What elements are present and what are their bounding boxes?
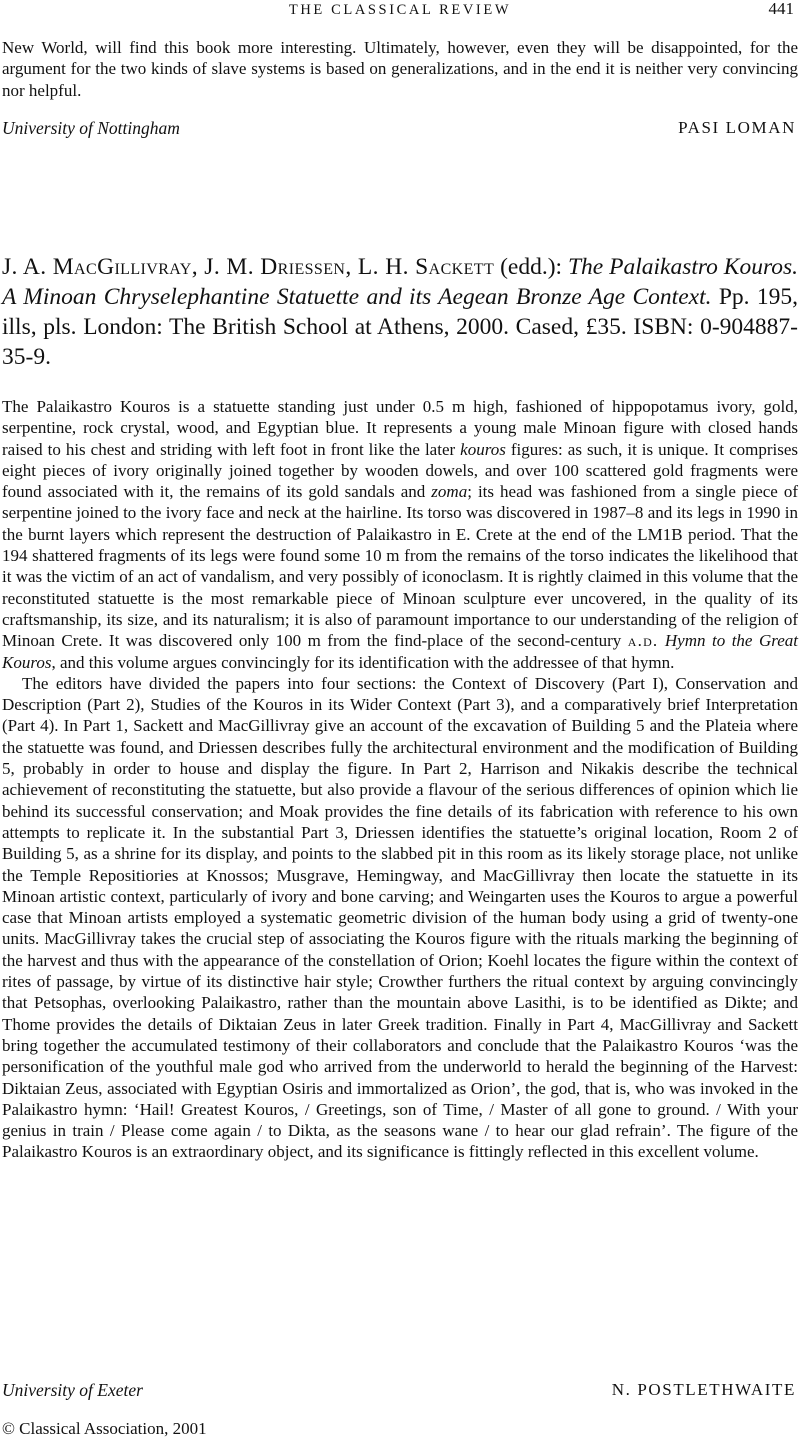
- reviewer-affiliation: University of Exeter: [2, 1380, 143, 1400]
- italic-term: zoma: [431, 482, 468, 502]
- editor-note: (edd.):: [500, 254, 563, 280]
- review-paragraph-2: The editors have divided the papers into four sections: the Context of Discovery (Part I), Conservation and Description (Part 2), Studies of the Kouros in its Wider Context (Part 3), and a comparatively brief Interpretation (Part 4). In Part 1, Sackett and MacGillivray give an account of the excavation of Building 5 and the Plateia where the statuette was found, and Driessen describes fully the architectural environment and the modification of Building 5, probably in order to house and display the figure. In Part 2, Harrison and Nikakis describe the technical achievement of reconstituting the statuette, but also provide a flavour of the serious differences of opinion which lie behind its successful conservation; and Moak provides the fine details of its fabrication with reference to his own attempts to replicate it. In the substantial Part 3, Driessen identifies the statuette’s original location, Room 2 of Building 5, as a shrine for its display, and points to the slabbed pit in this room as its likely storage place, not unlike the Temple Repositiories at Knossos; Musgrave, Hemingway, and MacGillivray then locate the statuette in its Minoan artistic context, particularly of ivory and bone carving; and Weingarten uses the Kouros to argue a powerful case that Minoan artists employed a systematic geometric division of the human body using a grid of twenty-one units. MacGillivray takes the crucial step of associating the Kouros figure with the rituals marking the beginning of the harvest and thus with the appearance of the constellation of Orion; Koehl locates the figure within the context of rites of passage, by virtue of its distinctive hair style; Crowther furthers the ritual context by arguing convincingly that Petsophas, overlooking Palaikastro, rather than the mountain above Lasithi, is to be identified as Dikte; and Thome provides the details of Diktaian Zeus in later Greek tradition. Finally in Part 4, MacGillivray and Sackett bring together the accumulated testimony of their collaborators and conclude that the Palaikastro Kouros ‘was the personification of the youthful male god who arrived from the underworld to herald the beginning of the Harvest: Diktaian Zeus, associated with Egyptian Osiris and immortalized as Orion’, the god, that is, who was invoked in the Palaikastro hymn: ‘Hail! Greatest Kouros, / Greetings, son of Time, / Master of all gone to ground. / With your genius in train / Please come again / to Dikta, as the seasons wane / to hear our glad refrain’. The figure of the Palaikastro Kouros is an extraordinary object, and its significance is fittingly reflected in this excellent volume.: [2, 673, 798, 1162]
- italic-term: kouros: [460, 439, 506, 459]
- previous-review-text: New World, will find this book more interesting. Ultimately, however, even they will be disappointed, for the argument for the two kinds of slave systems is based on generalizations, and in the end it is neither very convincing nor helpful.: [2, 38, 798, 100]
- hymn-title: Hymn to the Great Kouros: [2, 631, 798, 672]
- publication-details: Pp. 195, ills, pls. London: The British School at Athens, 2000. Cased, £35. ISBN: 0-904887-35-9.: [2, 284, 799, 370]
- previous-review-closing: [2, 37, 798, 101]
- paragraph-text: figures: as such, it is unique. It comprises eight pieces of ivory originally joined together by wooden dowels, and over 100 scattered gold fragments were found associated with it, the remains of its gold sandals and: [2, 439, 799, 502]
- running-head: [0, 0, 800, 26]
- paragraph-text: The Palaikastro Kouros is a statuette standing just under 0.5 m high, fashioned of hippopotamus ivory, gold, serpentine, rock crystal, wood, and Egyptian blue. It represents a young male Minoan figure with closed hands raised to his chest and striding with left foot in front like the later: [2, 397, 798, 459]
- copyright-notice: © Classical Association, 2001: [2, 1419, 207, 1438]
- book-title: The Palaikastro Kouros. A Minoan Chryselephantine Statuette and its Aegean Bronze Age Context.: [2, 254, 799, 310]
- book-authors: J. A. MacGillivray, J. M. Driessen, L. H. Sackett: [2, 254, 495, 280]
- era-abbreviation: a.d.: [627, 631, 659, 651]
- page-number: 441: [768, 0, 794, 18]
- reviewer-name: PASI LOMAN: [678, 118, 796, 137]
- paragraph-text: , and this volume argues convincingly for its identification with the addressee of that hymn.: [51, 652, 675, 672]
- review-body: [2, 396, 798, 1163]
- review-heading: [2, 252, 798, 372]
- reviewer-affiliation: University of Nottingham: [2, 118, 180, 138]
- review-signature: [2, 1380, 796, 1404]
- reviewer-name: N. POSTLETHWAITE: [611, 1380, 796, 1399]
- review-paragraph-1: [2, 396, 798, 673]
- previous-review-signature: [2, 118, 796, 142]
- paragraph-text: ; its head was fashioned from a single piece of serpentine joined to the ivory face and neck at the hairline. Its torso was discovered in 1987–8 and its legs in 1990 in the burnt layers which represent the destruction of Palaikastro in E. Crete at the end of the LM1B period. That the 194 shattered fragments of its legs were found some 10 m from the remains of the torso indicates the likelihood that it was the victim of an act of vandalism, and very possibly of iconoclasm. It is rightly claimed in this volume that the reconstituted statuette is the most remarkable piece of Minoan sculpture ever uncovered, in the quality of its craftsmanship, its size, and its naturalism; it is also of paramount importance to our understanding of the religion of Minoan Crete. It was discovered only 100 m from the find-place of the second-century: [2, 482, 799, 651]
- journal-title: THE CLASSICAL REVIEW: [288, 2, 512, 18]
